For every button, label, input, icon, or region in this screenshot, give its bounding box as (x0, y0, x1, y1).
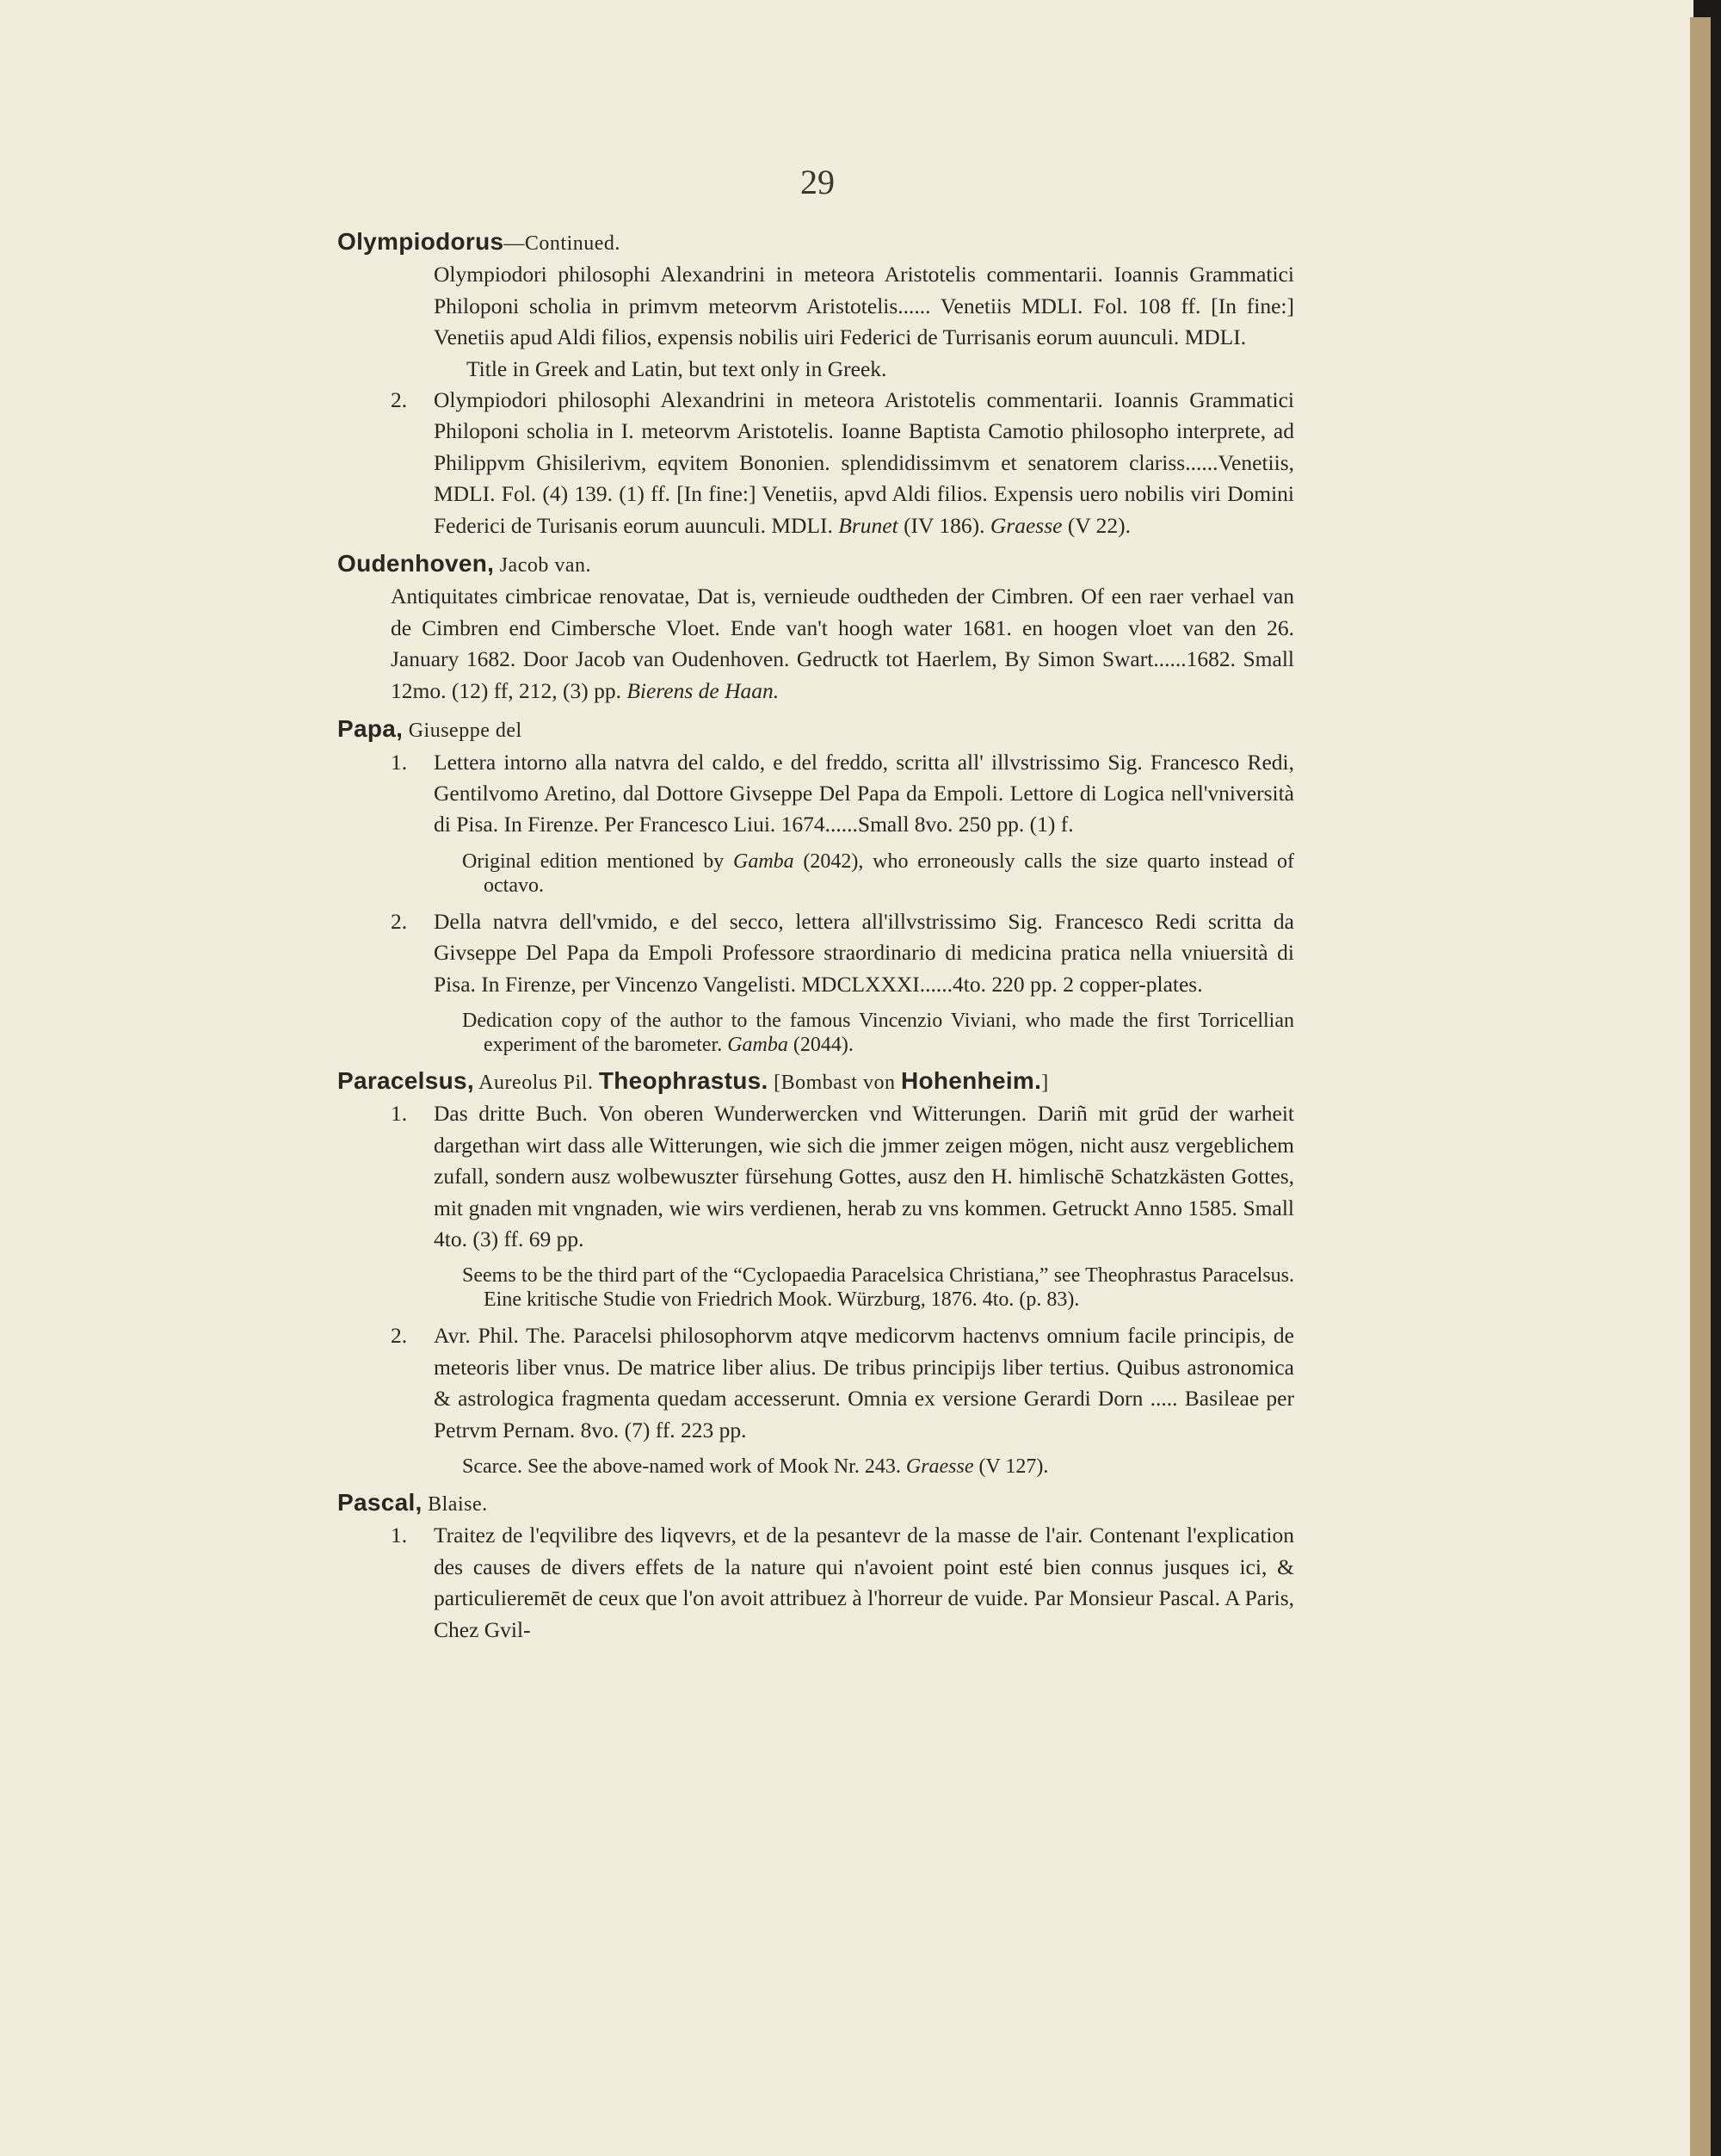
entry-number: 1. (391, 749, 408, 775)
author-name: Pascal, (337, 1489, 423, 1516)
entry-number: 2. (391, 908, 408, 934)
heading-oudenhoven (337, 548, 1294, 581)
entry-number: 1. (391, 1101, 408, 1127)
heading-papa (337, 714, 1294, 746)
heading-paracelsus (337, 1066, 1294, 1098)
author-name: Oudenhoven, (337, 550, 495, 578)
heading-olympiodorus (337, 226, 1294, 259)
ref-tail: (V 22). (1062, 512, 1132, 538)
entry-text: Della natvra dell'vmido, e del secco, lettera all'illvstrissimo Sig. Francesco Redi scritta da Givseppe Del Papa da Empoli Professore straordinario di medicina pratica nella vniuersità di Pisa. In Firenze, per Vincenzo Vangelisti. MDCLXXXI......4to. 220 pp. 2 copper-plates. (434, 908, 1294, 997)
entry-pascal-1 (337, 1520, 1294, 1646)
author-name-2: Theophrastus. (598, 1066, 768, 1094)
entry-text: Das dritte Buch. Von oberen Wunderwercken vnd Witterungen. Dariñ mit grūd der warheit dargethan wirt dass alle Witterungen, wie sich die jmmer zeigen mögen, nicht ausz vergeblichem zufall, sondern ausz wolbewuszter fürsehung Gottes, ausz den H. himlischē Schatzkästen Gottes, mit gnaden mit vngnaden, wie wirs verdienen, herab zu vns kommen. Getruckt Anno 1585. Small 4to. (3) ff. 69 pp. (434, 1101, 1294, 1251)
author-suffix: Blaise. (422, 1493, 488, 1516)
author-name: Papa, (337, 715, 404, 743)
entry-text: Avr. Phil. The. Paracelsi philosophorvm atqve medicorvm hactenvs omnium facile principis, de meteoris liber vnus. De matrice liber alius. De tribus principijs liber tertius. Quibus astronomica & astrologica fragmenta quedam accesserunt. Omnia ex versione Gerardi Dorn ..... Basileae per Petrvm Pernam. 8vo. (7) ff. 223 pp. (434, 1323, 1294, 1442)
entry-oudenhoven (337, 581, 1294, 707)
author-suffix: —Continued. (503, 232, 620, 255)
entry-papa-2 (337, 906, 1294, 1000)
ref-graesse: Graesse (990, 512, 1063, 538)
entry-number: 2. (391, 387, 408, 413)
author-name: Olympiodorus (337, 228, 504, 255)
note-paracelsus-1: Seems to be the third part of the “Cyclopaedia Paracelsica Christiana,” see Theophrastus Paracelsus. Eine kritische Studie von Friedrich Mook. Würzburg, 1876. 4to. (p. 83). (462, 1264, 1294, 1312)
ref-gamba: Gamba (732, 849, 794, 873)
entry-paracelsus-1 (337, 1098, 1294, 1255)
entry-text: Traitez de l'eqvilibre des liqvevrs, et de la pesantevr de la masse de l'air. Contenant l'explication des causes de divers effets de la nature qui n'avoient point esté bien connus jusques ici, & particulieremēt de ceux que l'on avoit attribuez à l'horreur de vuide. Par Monsieur Pascal. A Paris, Chez Gvil- (434, 1523, 1294, 1642)
title-note: Title in Greek and Latin, but text only in Greek. (466, 355, 887, 381)
entry-papa-1 (337, 747, 1294, 841)
note-papa-2: Dedication copy of the author to the famous Vincenzio Viviani, who made the first Torricellian experiment of the barometer. Gamba (2044). (462, 1009, 1294, 1056)
author-suffix-3: ] (1041, 1071, 1049, 1094)
author-suffix-2: [Bombast von (768, 1071, 901, 1094)
ref-gamba: Gamba (727, 1033, 788, 1056)
author-name: Paracelsus, (337, 1066, 474, 1094)
entry-olympiodorus-2 (337, 385, 1294, 541)
page-number: 29 (800, 163, 835, 201)
author-suffix: Giuseppe del (403, 720, 522, 743)
ref-brunet: Brunet (838, 512, 898, 538)
entry-paracelsus-2 (337, 1320, 1294, 1446)
note-papa-1: Original edition mentioned by Gamba (2042), who erroneously calls the size quarto instead of octavo. (462, 849, 1294, 897)
entry-number: 1. (391, 1523, 408, 1548)
heading-pascal (337, 1487, 1294, 1520)
note-paracelsus-2: Scarce. See the above-named work of Mook Nr. 243. Graesse (V 127). (462, 1455, 1049, 1478)
author-suffix: Jacob van. (494, 554, 591, 578)
entry-number: 2. (391, 1323, 408, 1349)
entry-text: Antiquitates cimbricae renovatae, Dat is, vernieude oudtheden der Cimbren. Of een raer verhael van de Cimbren end Cimbersche Vloet. Ende van't hoogh water 1681. en hoogen vloet van den 26. January 1682. Door Jacob van Oudenhoven. Gedructk tot Haerlem, By Simon Swart......1682. Small 12mo. (12) ff, 212, (3) pp. (391, 584, 1294, 703)
entry-text: Olympiodori philosophi Alexandrini in meteora Aristotelis commentarii. Ioannis Grammatici Philoponi scholia in I. meteorvm Aristotelis. Ioanne Baptista Camotio philosopho interprete, ad Philippvm Ghisilerivm, eqvitem Bononien. splendidissimvm et senatorem clariss......Venetiis, MDLI. Fol. (4) 139. (1) ff. [In fine:] Venetiis, apvd Aldi filios. Expensis uero nobilis viri Domini Federici de Turisanis eorum auunculi. MDLI. (434, 387, 1294, 538)
ref-graesse: Graesse (905, 1455, 974, 1478)
author-suffix: Aureolus Pil. (473, 1071, 599, 1094)
entry-olympiodorus-1: Olympiodori philosophi Alexandrini in meteora Aristotelis commentarii. Ioannis Grammatici Philoponi scholia in primvm meteorvm Aristotelis...... Venetiis MDLI. Fol. 108 ff. [In fine:] Venetiis apud Aldi filios, expensis nobilis uiri Federici de Turrisanis eorum auunculi. MDLI. (434, 262, 1294, 350)
ref-bierens: Bierens de Haan. (626, 677, 780, 703)
author-name-3: Hohenheim. (900, 1066, 1042, 1094)
entry-text: Lettera intorno alla natvra del caldo, e del freddo, scritta all' illvstrissimo Sig. Francesco Redi, Gentilvomo Aretino, dal Dottore Givseppe Del Papa da Empoli. Lettore di Logica nell'vniversità di Pisa. In Firenze. Per Francesco Liui. 1674......Small 8vo. 250 pp. (1) f. (434, 749, 1294, 837)
ref-tail: (IV 186). (898, 512, 985, 538)
page-body (337, 226, 1294, 1646)
